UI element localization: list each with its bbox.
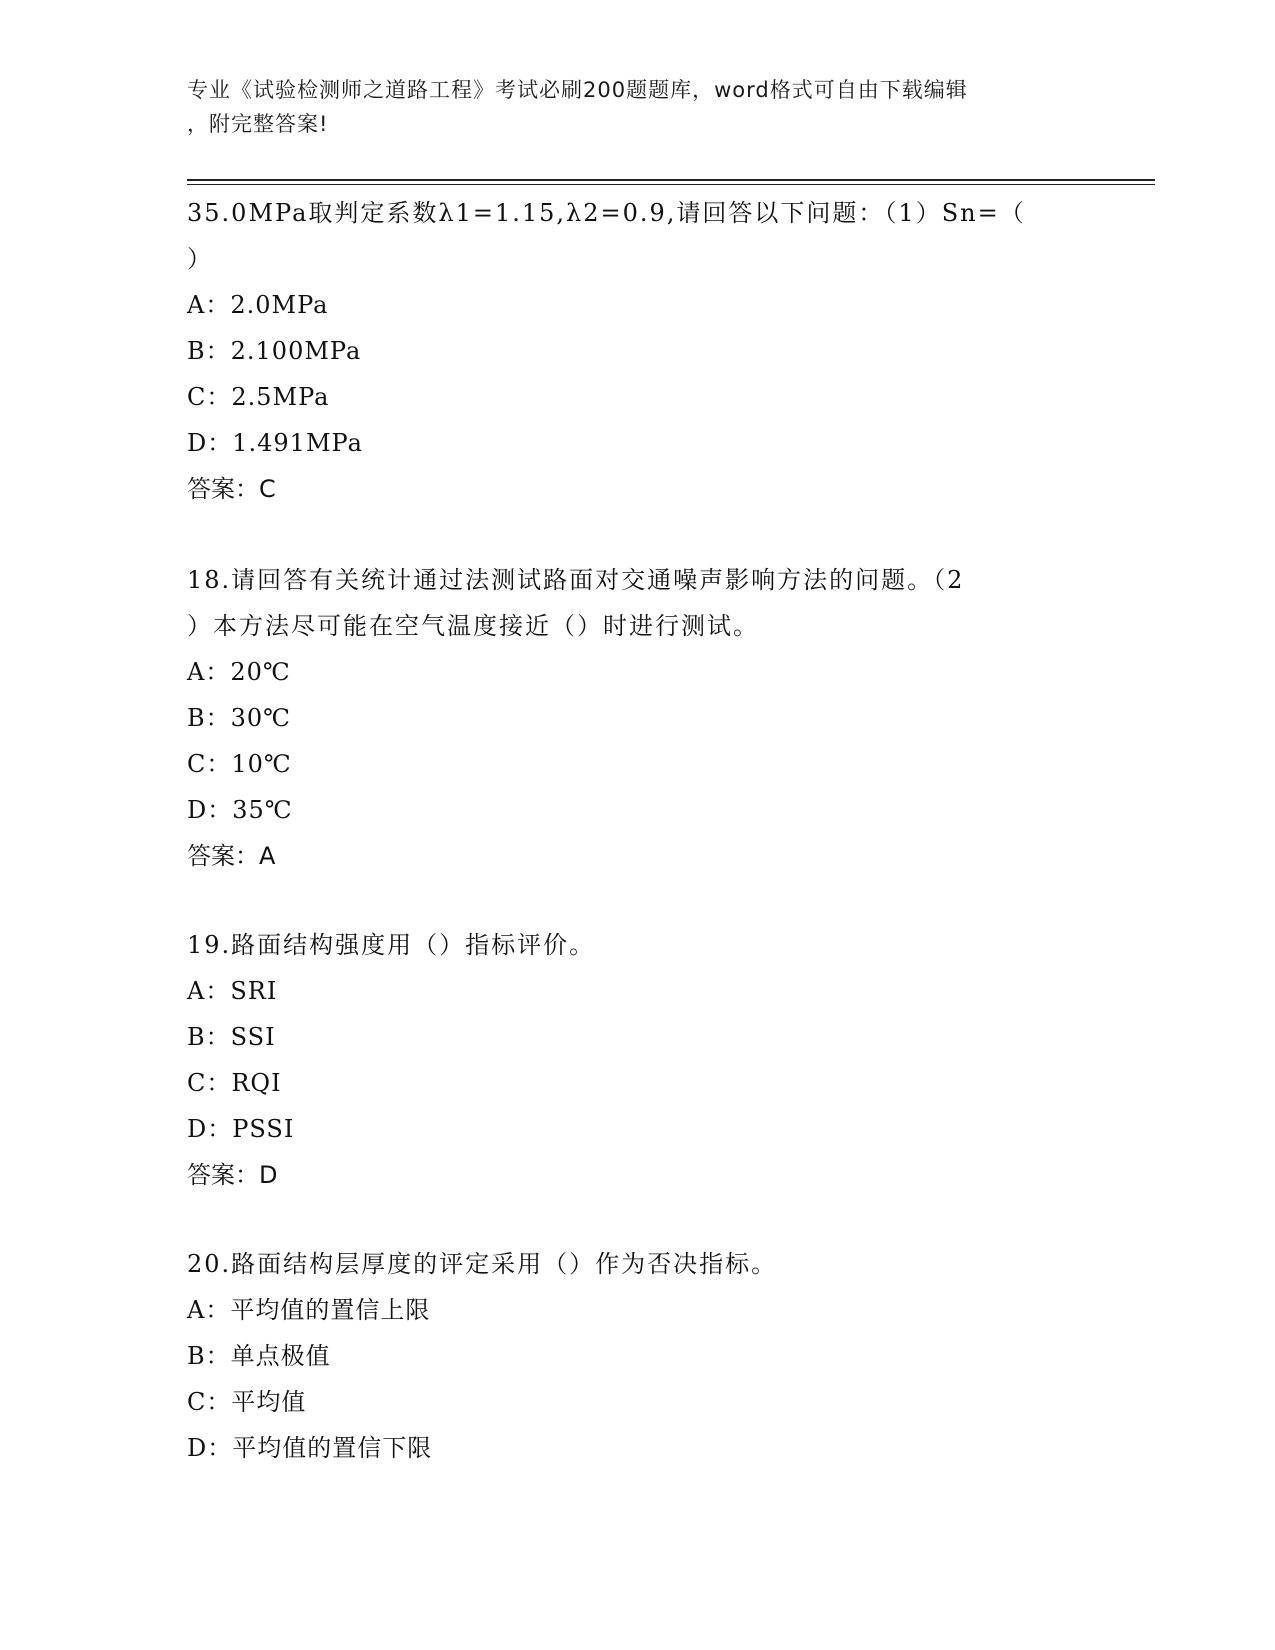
option-b: B：30℃	[187, 704, 292, 732]
option-a: A：SRI	[187, 977, 278, 1005]
question-block	[187, 1241, 1087, 1471]
option-c: C：RQI	[187, 1069, 282, 1097]
question-text: 35.0MPa取判定系数λ1=1.15,λ2=0.9,请回答以下问题：（1）Sn=（	[187, 199, 1026, 227]
option-a: A：平均值的置信上限	[187, 1296, 431, 1324]
option-c: C：平均值	[187, 1388, 307, 1416]
option-d: D：平均值的置信下限	[187, 1434, 433, 1462]
option-c: C：10℃	[187, 750, 292, 778]
question-text: 19.路面结构强度用（）指标评价。	[187, 931, 596, 959]
option-d: D：PSSI	[187, 1115, 295, 1143]
answer-line: 答案：C	[187, 475, 276, 503]
option-b: B：单点极值	[187, 1342, 331, 1370]
question-text: 20.路面结构层厚度的评定采用（）作为否决指标。	[187, 1250, 778, 1278]
document-header	[187, 73, 1087, 141]
header-divider-thick	[187, 179, 1155, 181]
option-b: B：SSI	[187, 1023, 276, 1051]
option-d: D：1.491MPa	[187, 429, 363, 457]
option-a: A：2.0MPa	[187, 291, 329, 319]
option-d: D：35℃	[187, 796, 293, 824]
header-line-1: 专业《试验检测师之道路工程》考试必刷200题题库，word格式可自由下载编辑	[187, 78, 968, 102]
option-b: B：2.100MPa	[187, 337, 362, 365]
answer-line: 答案：D	[187, 1161, 278, 1189]
option-c: C：2.5MPa	[187, 383, 330, 411]
header-divider-thin	[187, 184, 1155, 185]
answer-line: 答案：A	[187, 842, 276, 870]
question-text-continued: ）	[187, 245, 213, 273]
header-line-2: ，附完整答案!	[187, 112, 329, 136]
question-block	[187, 922, 1087, 1198]
question-text-continued: ）本方法尽可能在空气温度接近（）时进行测试。	[187, 612, 759, 640]
option-a: A：20℃	[187, 658, 291, 686]
question-block	[187, 190, 1087, 512]
question-block	[187, 557, 1087, 879]
question-text: 18.请回答有关统计通过法测试路面对交通噪声影响方法的问题。（2	[187, 566, 965, 594]
